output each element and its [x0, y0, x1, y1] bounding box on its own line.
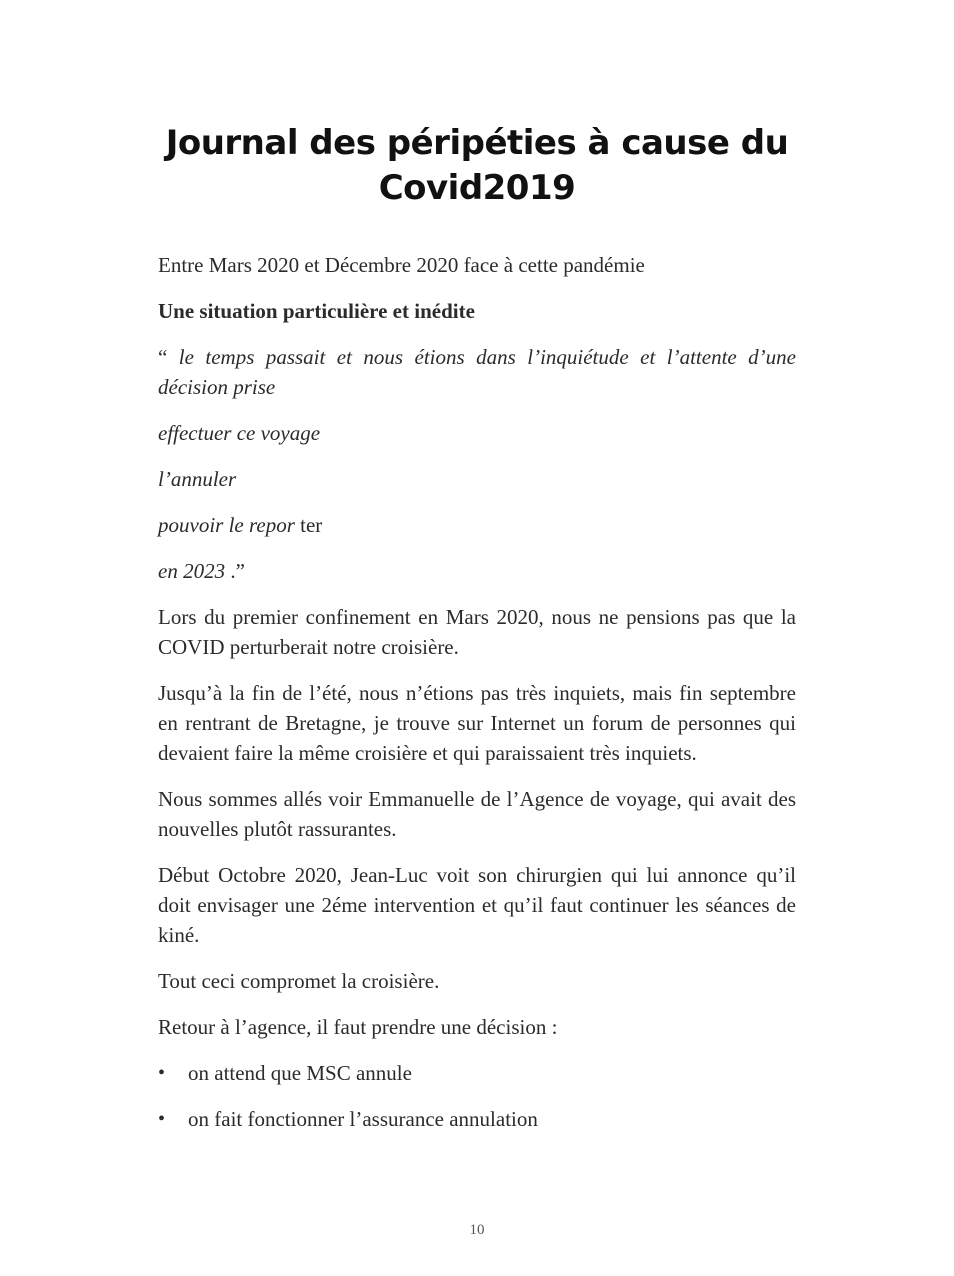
- quote-text-4-roman: ter: [294, 513, 323, 537]
- paragraph-octobre: Début Octobre 2020, Jean-Luc voit son chirurgien qui lui annonce qu’il doit envisager une 2éme intervention et qu’il faut continuer les séances de kiné.: [158, 863, 796, 947]
- paragraph-ete: Jusqu’à la fin de l’été, nous n’étions pas très inquiets, mais fin septembre en rentrant de Bretagne, je trouve sur Internet un forum de personnes qui devaient faire la même croisière et qui paraissaient très inquiets.: [158, 681, 796, 765]
- quote-line-3: l’annuler: [158, 467, 237, 491]
- quote-open-mark: “: [158, 345, 179, 369]
- quote-text-4-italic: pouvoir le repor: [158, 513, 295, 537]
- intro-paragraph: Entre Mars 2020 et Décembre 2020 face à cette pandémie: [158, 253, 645, 277]
- quote-line-2: effectuer ce voyage: [158, 421, 321, 445]
- paragraph-decision: Retour à l’agence, il faut prendre une décision :: [158, 1015, 558, 1039]
- list-item: [158, 1104, 796, 1134]
- paragraph-agence: Nous sommes allés voir Emmanuelle de l’Agence de voyage, qui avait des nouvelles plutôt rassurantes.: [158, 787, 796, 841]
- quote-line-5: [158, 556, 796, 586]
- bullet-icon: •: [158, 1062, 166, 1084]
- quote-close-mark: .”: [225, 559, 245, 583]
- title-line-1: Journal des péripéties à cause du: [165, 123, 789, 163]
- quote-line-1: [158, 342, 796, 402]
- page-number: 10: [469, 1222, 485, 1238]
- quote-text-1: le temps passait et nous étions dans l’inquiétude et l’attente d’une décision prise: [158, 345, 796, 399]
- decision-list: [158, 1058, 796, 1134]
- quote-text-5-italic: en 2023: [158, 559, 226, 583]
- list-item: [158, 1058, 796, 1088]
- title-line-2: Covid2019: [378, 168, 576, 208]
- list-item-text: on attend que MSC annule: [188, 1061, 412, 1085]
- paragraph-confinement: Lors du premier confinement en Mars 2020, nous ne pensions pas que la COVID perturberait notre croisière.: [158, 605, 796, 659]
- list-item-text: on fait fonctionner l’assurance annulation: [188, 1107, 538, 1131]
- paragraph-compromet: Tout ceci compromet la croisière.: [158, 969, 440, 993]
- quote-line-4: [158, 510, 796, 540]
- bullet-icon: •: [158, 1108, 166, 1130]
- page-title: [120, 121, 834, 211]
- section-subtitle: Une situation particulière et inédite: [158, 299, 475, 323]
- body-text: [158, 250, 796, 1150]
